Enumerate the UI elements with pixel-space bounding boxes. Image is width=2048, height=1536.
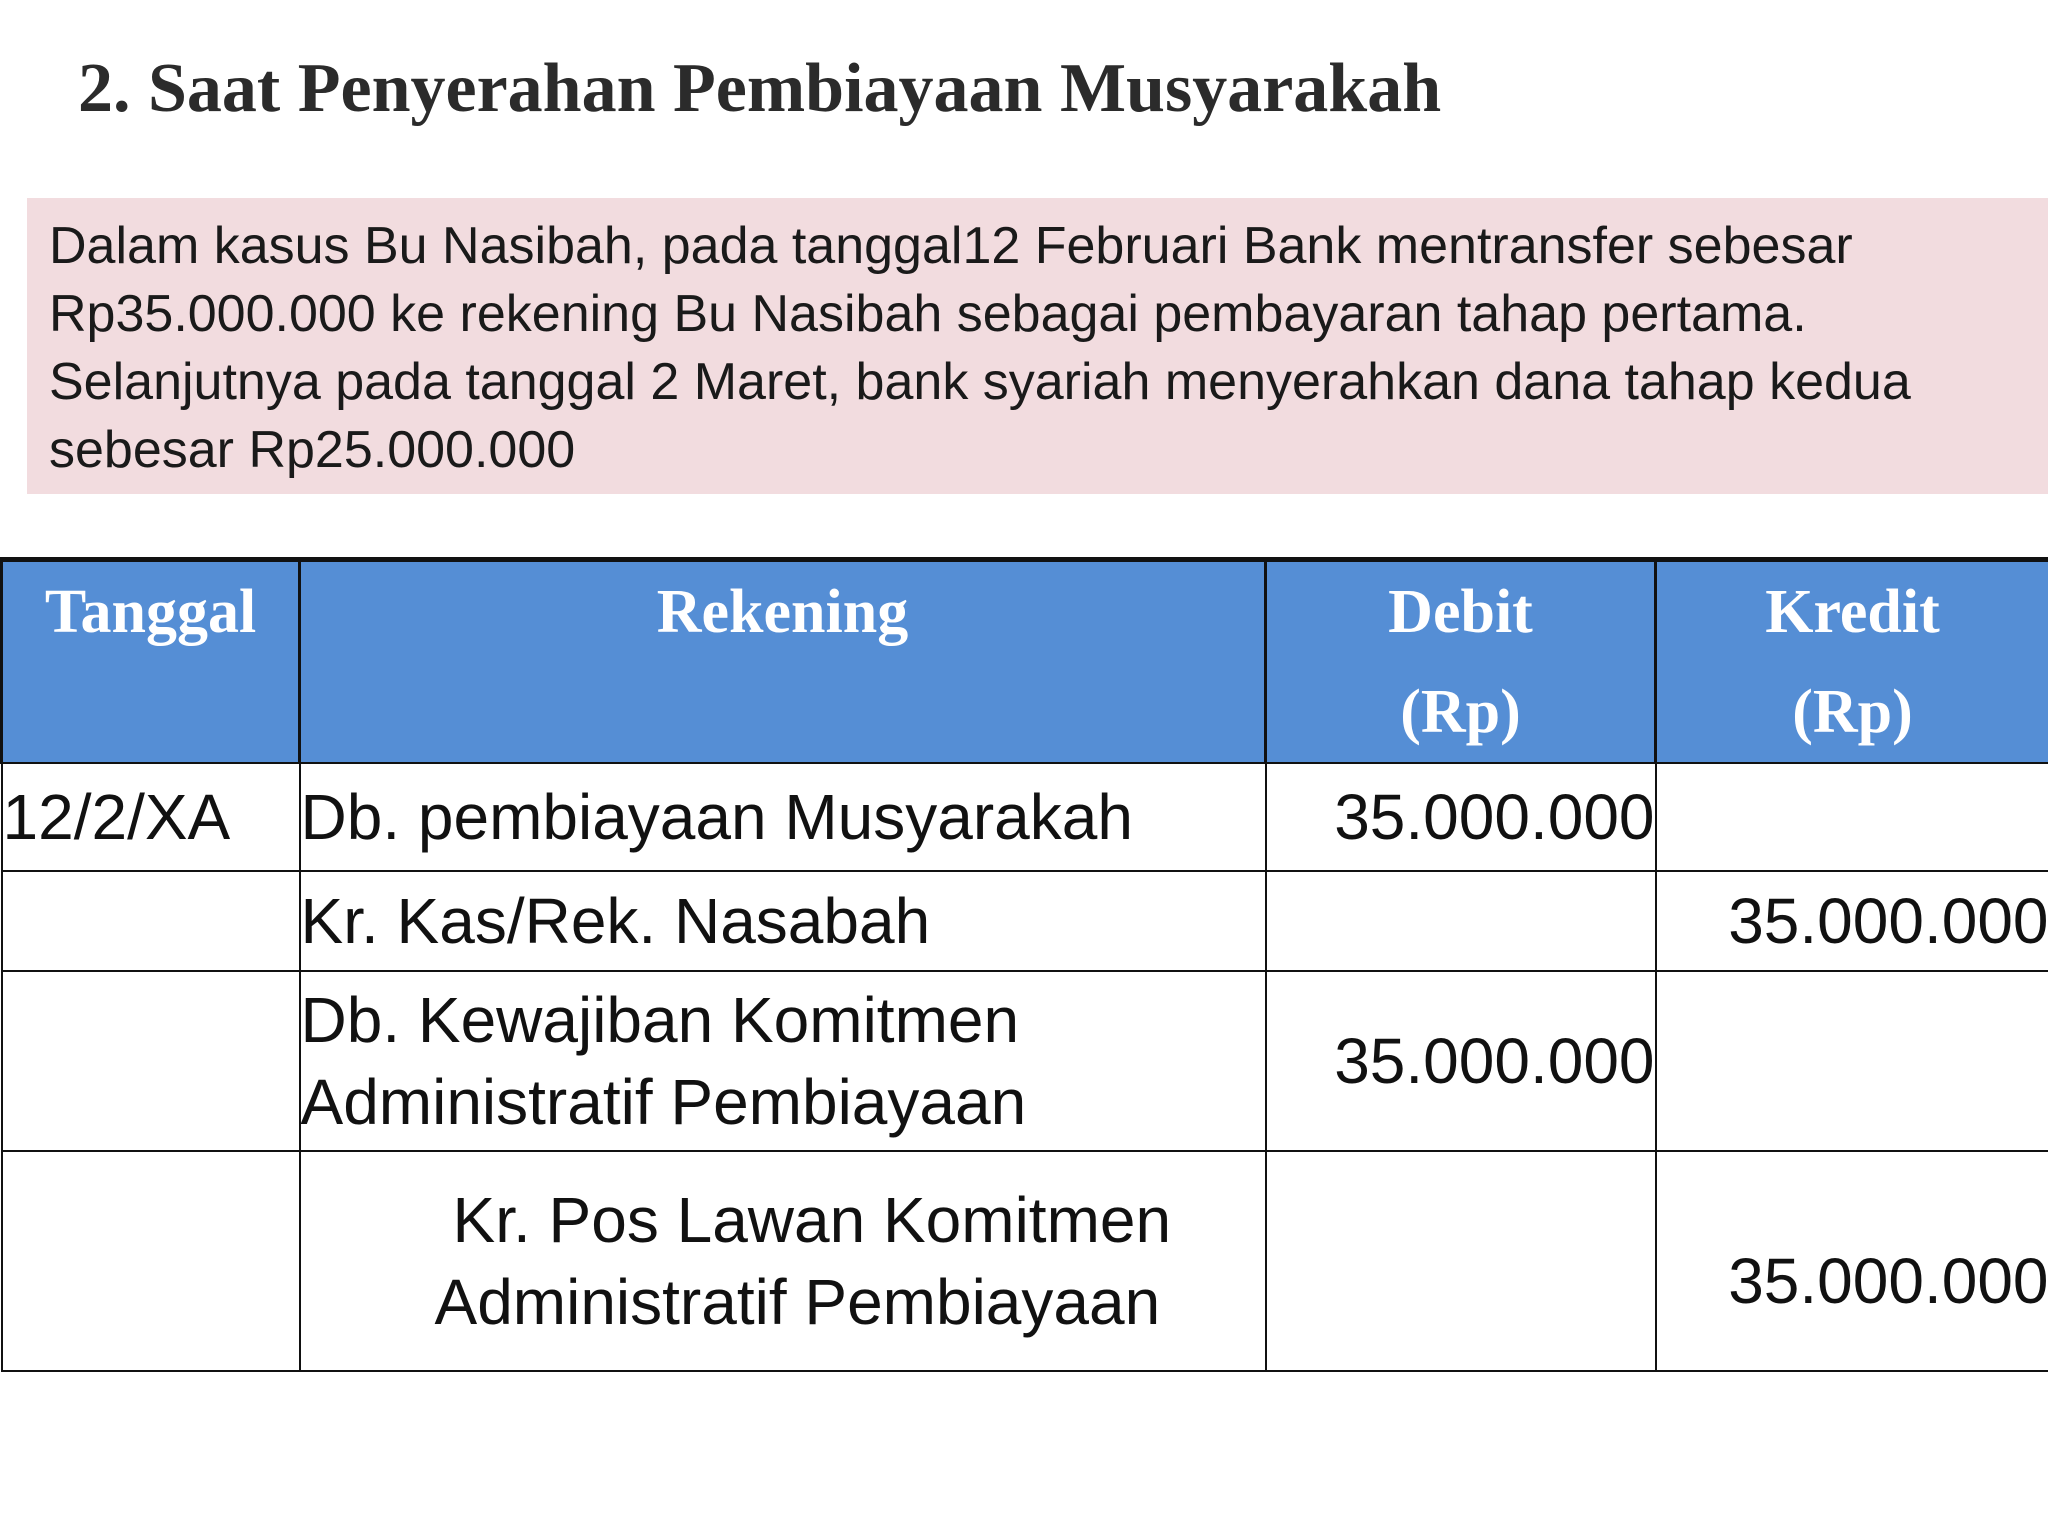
header-debit-unit: (Rp) — [1400, 678, 1521, 746]
cell-debit: 35.000.000 — [1266, 971, 1656, 1151]
case-text-line-2: Rp35.000.000 ke rekening Bu Nasibah sebagai pembayaran tahap pertama. — [49, 285, 1807, 343]
table-row — [2, 871, 2048, 971]
rekening-text-line-1: Db. Kewajiban Komitmen — [300, 984, 1020, 1056]
cell-rekening — [300, 871, 1266, 971]
cell-tanggal: 12/2/XA — [2, 763, 300, 871]
cell-debit — [1266, 871, 1656, 971]
rekening-text-line-2: Administratif Pembiayaan — [300, 1066, 1027, 1138]
cell-kredit: 35.000.000 — [1656, 1151, 2048, 1371]
case-text-line-3: Selanjutnya pada tanggal 2 Maret, bank syariah menyerahkan dana tahap kedua — [49, 353, 1911, 411]
cell-tanggal — [2, 871, 300, 971]
header-rekening — [300, 560, 1266, 764]
journal-header-row — [2, 560, 2048, 764]
cell-kredit: 35.000.000 — [1656, 871, 2048, 971]
header-kredit-label: Kredit — [1765, 578, 1940, 646]
cell-rekening — [300, 763, 1266, 871]
cell-rekening — [300, 971, 1266, 1151]
rekening-text: Db. pembiayaan Musyarakah — [300, 781, 1133, 853]
case-description-box — [27, 198, 2048, 494]
header-rekening-label: Rekening — [656, 578, 909, 646]
cell-kredit — [1656, 971, 2048, 1151]
cell-debit — [1266, 1151, 1656, 1371]
cell-debit: 35.000.000 — [1266, 763, 1656, 871]
journal-table — [0, 557, 2048, 1372]
case-text-line-4: sebesar Rp25.000.000 — [49, 421, 576, 479]
header-debit-label: Debit — [1388, 578, 1533, 646]
rekening-text: Kr. Kas/Rek. Nasabah — [300, 885, 931, 957]
rekening-text-line-1: Kr. Pos Lawan Komitmen — [452, 1184, 1172, 1256]
header-kredit — [1656, 560, 2048, 764]
table-row — [2, 971, 2048, 1151]
table-row — [2, 1151, 2048, 1371]
header-kredit-unit: (Rp) — [1792, 678, 1913, 746]
cell-kredit — [1656, 763, 2048, 871]
cell-tanggal — [2, 1151, 300, 1371]
cell-tanggal — [2, 971, 300, 1151]
rekening-text-line-2: Administratif Pembiayaan — [434, 1266, 1161, 1338]
table-row — [2, 763, 2048, 871]
case-text-line-1: Dalam kasus Bu Nasibah, pada tanggal12 Februari Bank mentransfer sebesar — [49, 217, 1853, 275]
cell-rekening — [300, 1151, 1266, 1371]
header-debit — [1266, 560, 1656, 764]
slide-title: 2. Saat Penyerahan Pembiayaan Musyarakah — [78, 50, 1442, 127]
header-tanggal — [2, 560, 300, 764]
header-tanggal-label: Tanggal — [44, 578, 257, 646]
